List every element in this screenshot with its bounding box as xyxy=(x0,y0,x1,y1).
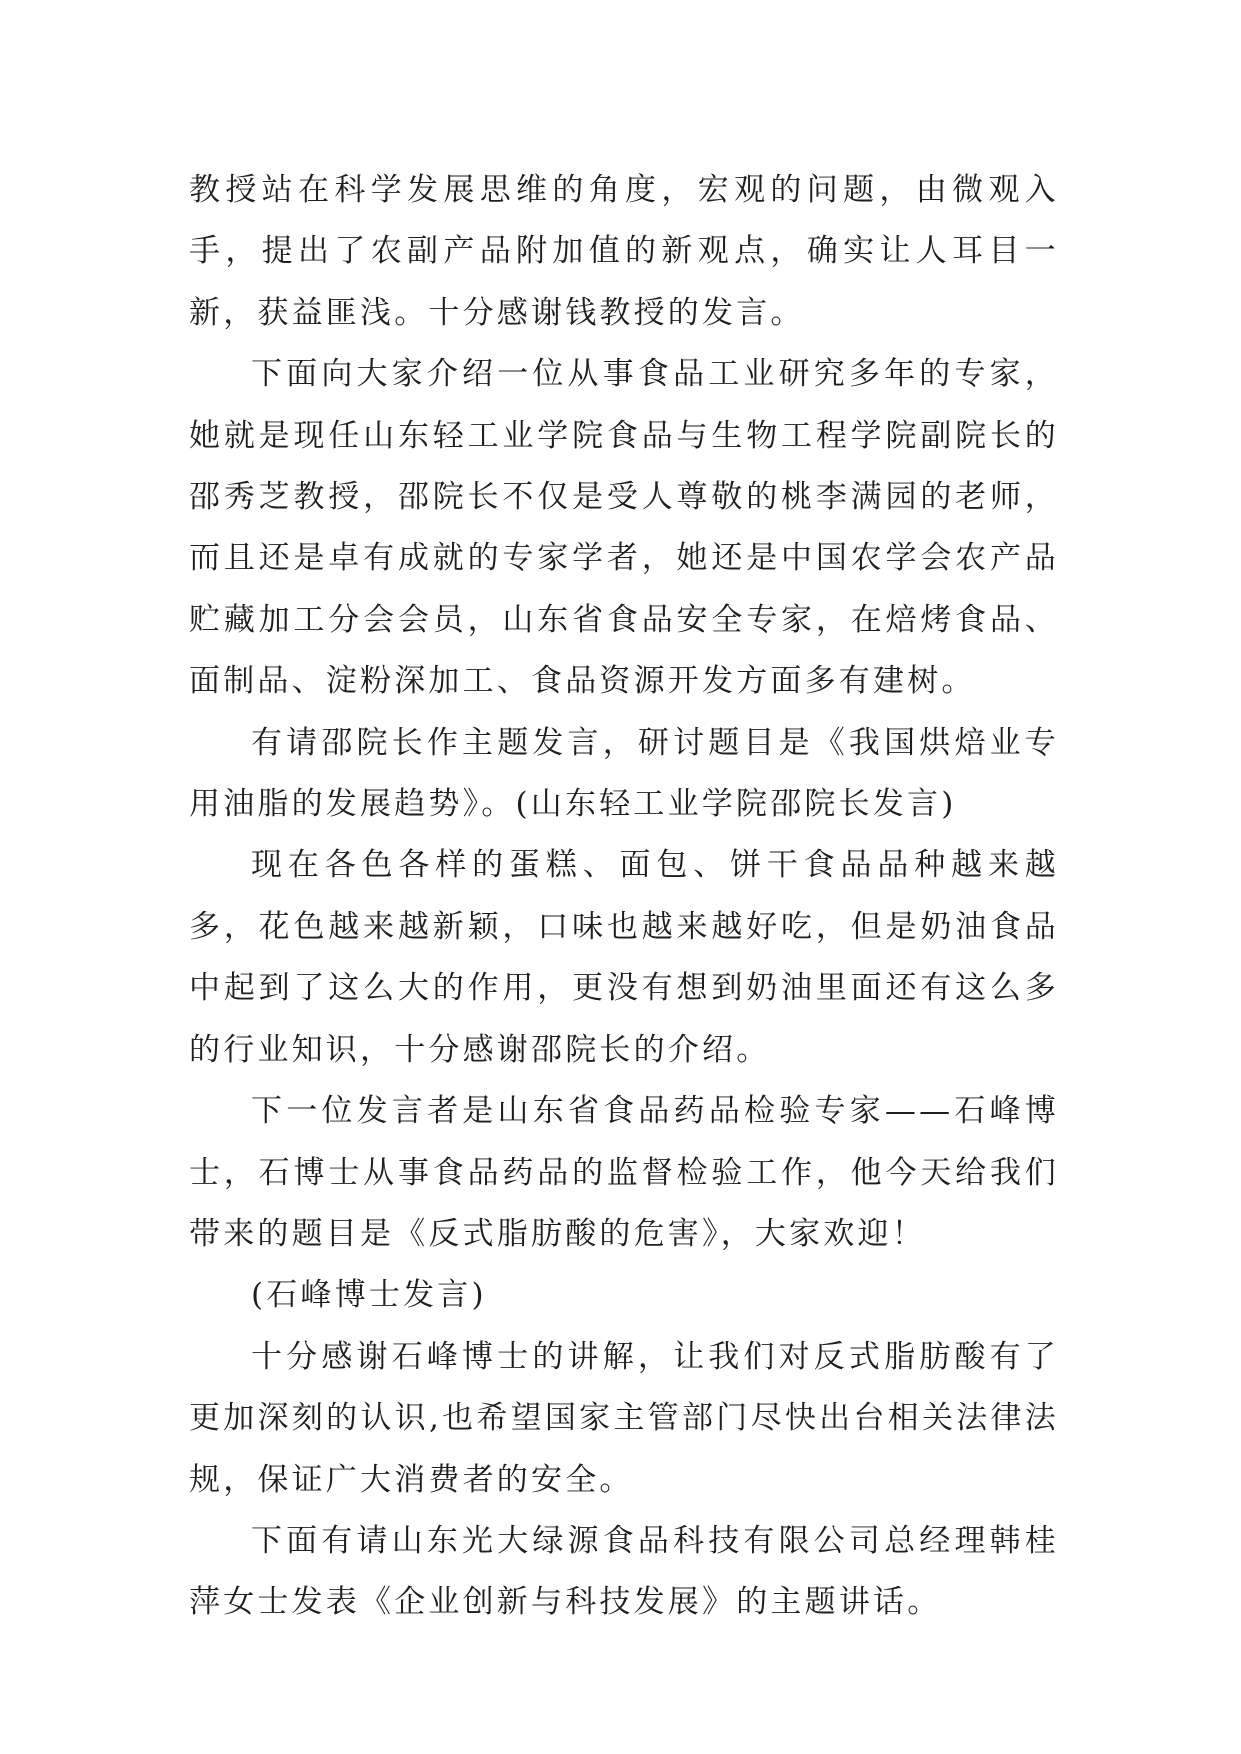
paragraph-4: 现在各色各样的蛋糕、面包、饼干食品品种越来越多，花色越来越新颖，口味也越来越好吃，但是奶油食品中起到了这么大的作用，更没有想到奶油里面还有这么多的行业知识，十分感谢邵院长的介绍。 xyxy=(189,847,1059,1068)
paragraph-3: 有请邵院长作主题发言，研讨题目是《我国烘焙业专用油脂的发展趋势》。(山东轻工业学院邵院长发言) xyxy=(189,724,1059,823)
paragraph-7: 十分感谢石峰博士的讲解，让我们对反式脂肪酸有了更加深刻的认识,也希望国家主管部门尽快出台相关法律法规，保证广大消费者的安全。 xyxy=(189,1338,1059,1498)
paragraph-6: (石峰博士发言) xyxy=(251,1277,487,1314)
paragraph-5: 下一位发言者是山东省食品药品检验专家——石峰博士，石博士从事食品药品的监督检验工作，他今天给我们带来的题目是《反式脂肪酸的危害》，大家欢迎！ xyxy=(189,1093,1059,1252)
paragraph-8: 下面有请山东光大绿源食品科技有限公司总经理韩桂萍女士发表《企业创新与科技发展》的主题讲话。 xyxy=(189,1522,1059,1621)
document-body xyxy=(189,160,1059,1634)
paragraph-2: 下面向大家介绍一位从事食品工业研究多年的专家，她就是现任山东轻工业学院食品与生物工程学院副院长的邵秀芝教授，邵院长不仅是受人尊敬的桃李满园的老师，而且还是卓有成就的专家学者，她还是中国农学会农产品贮藏加工分会会员，山东省食品安全专家，在焙烤食品、面制品、淀粉深加工、食品资源开发方面多有建树。 xyxy=(189,356,1059,700)
paragraph-1: 教授站在科学发展思维的角度，宏观的问题，由微观入手，提出了农副产品附加值的新观点，确实让人耳目一新，获益匪浅。十分感谢钱教授的发言。 xyxy=(189,172,1059,331)
